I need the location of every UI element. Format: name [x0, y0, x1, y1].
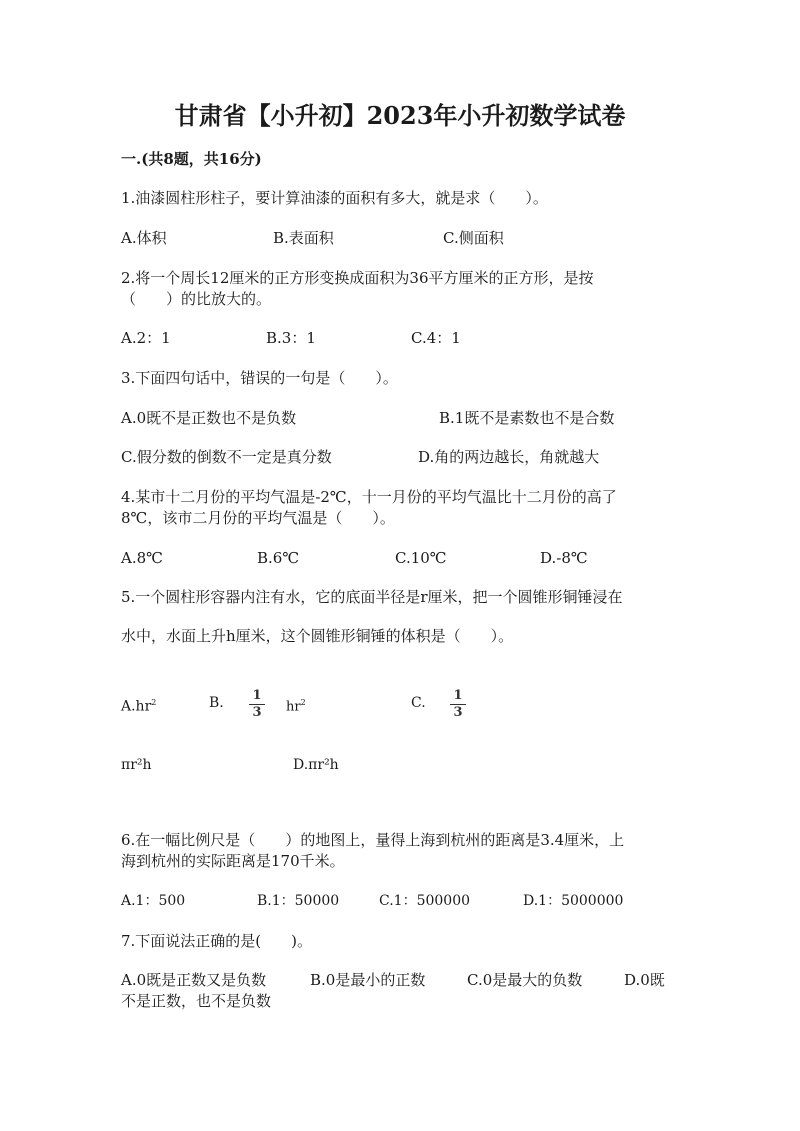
question-7-option-d-part1: D.0既	[624, 971, 665, 989]
question-3-option-c: C.假分数的倒数不一定是真分数	[121, 448, 332, 466]
question-5-option-b-fraction: 1 3	[249, 689, 265, 720]
question-7-option-b: B.0是最小的正数	[310, 971, 426, 989]
question-5-option-d: D.πr²h	[293, 757, 339, 773]
question-6-text-line2: 海到杭州的实际距离是170千米。	[121, 852, 345, 870]
question-4-option-c: C.10℃	[395, 549, 447, 567]
question-3-option-a: A.0既不是正数也不是负数	[121, 409, 297, 427]
question-5-text-line2: 水中，水面上升h厘米，这个圆锥形铜锤的体积是（ ）。	[121, 627, 514, 645]
question-1-option-b: B.表面积	[273, 229, 334, 247]
question-3-text: 3.下面四句话中，错误的一句是（ ）。	[121, 369, 398, 387]
question-6-text-line1: 6.在一幅比例尺是（ ）的地图上，量得上海到杭州的距离是3.4厘米，上	[121, 831, 625, 849]
question-5-option-a: $A.hr^2$	[121, 698, 157, 715]
question-2-text-line2: （ ）的比放大的。	[121, 290, 272, 308]
question-4-option-a: A.8℃	[121, 549, 163, 567]
question-6-option-d: D.1：5000000	[523, 893, 624, 909]
page-title: 甘肃省【小升初】2023年小升初数学试卷	[174, 101, 626, 130]
question-5-option-c-fraction: 1 3	[450, 689, 466, 720]
question-5-option-b-label: B.	[209, 695, 224, 711]
question-2-text-line1: 2.将一个周长12厘米的正方形变换成面积为36平方厘米的正方形，是按	[121, 269, 594, 287]
question-7-option-d-part2: 不是正数，也不是负数	[121, 992, 272, 1010]
question-1-option-c: C.侧面积	[443, 229, 504, 247]
question-5-option-c-tail: πr²h	[121, 757, 152, 773]
question-2-option-a: A.2：1	[121, 329, 171, 347]
question-4-option-b: B.6℃	[257, 549, 300, 567]
question-7-text: 7.下面说法正确的是( )。	[121, 932, 313, 950]
question-7-option-a: A.0既是正数又是负数	[121, 971, 267, 989]
question-5-option-b-tail: $hr^2$	[286, 698, 306, 715]
question-3-option-b: B.1既不是素数也不是合数	[439, 409, 615, 427]
question-4-text-line1: 4.某市十二月份的平均气温是-2℃，十一月份的平均气温比十二月份的高了	[121, 488, 617, 506]
question-4-text-line2: 8℃，该市二月份的平均气温是（ ）。	[121, 509, 395, 527]
question-5-text-line1: 5.一个圆柱形容器内注有水，它的底面半径是r厘米，把一个圆锥形铜锤浸在	[121, 588, 623, 606]
question-6-option-b: B.1：50000	[257, 893, 340, 909]
question-2-option-b: B.3：1	[266, 329, 316, 347]
question-4-option-d: D.-8℃	[540, 549, 588, 567]
question-5-option-c-label: C.	[411, 695, 426, 711]
question-6-option-c: C.1：500000	[379, 893, 471, 909]
question-2-option-c: C.4：1	[411, 329, 461, 347]
section-heading: 一.(共8题，共16分)	[121, 150, 262, 168]
question-6-option-a: A.1：500	[121, 893, 186, 909]
question-1-text: 1.油漆圆柱形柱子，要计算油漆的面积有多大，就是求（ ）。	[121, 189, 548, 207]
question-7-option-c: C.0是最大的负数	[467, 971, 583, 989]
question-3-option-d: D.角的两边越长，角就越大	[418, 448, 600, 466]
question-1-option-a: A.体积	[121, 229, 167, 247]
